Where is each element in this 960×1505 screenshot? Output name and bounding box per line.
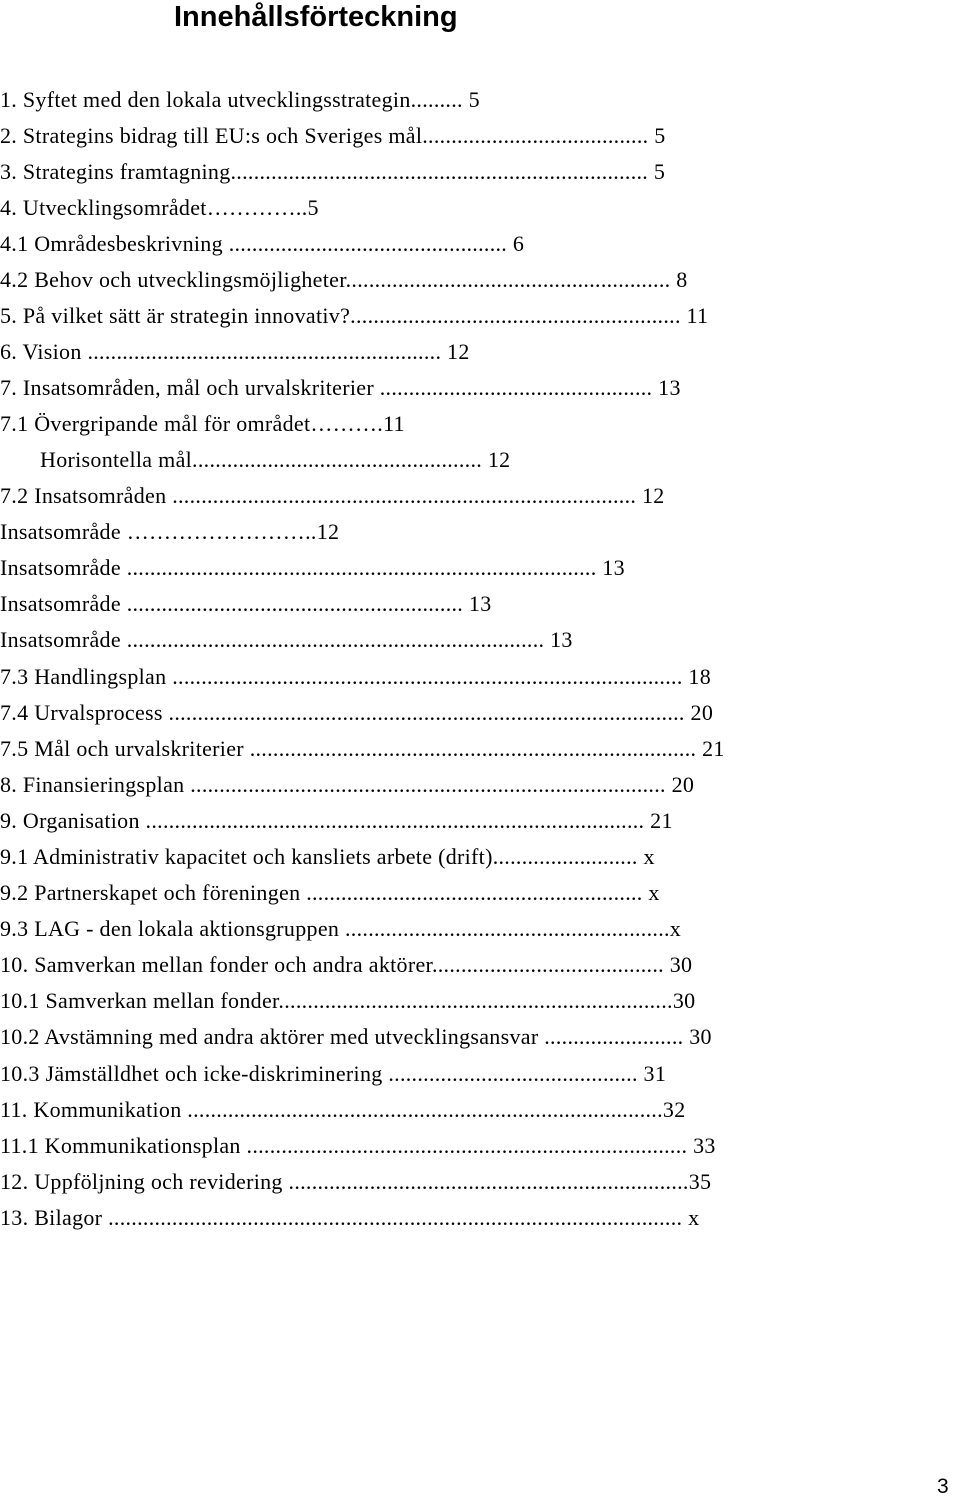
toc-entry[interactable]: 9.1 Administrativ kapacitet och kansliets arbete (drift)......................... x — [0, 844, 655, 869]
toc-entry[interactable]: Insatsområde ........................................................................ 13 — [0, 627, 573, 652]
toc-entry[interactable]: 1. Syftet med den lokala utvecklingsstrategin......... 5 — [0, 87, 480, 112]
toc-entry[interactable]: 13. Bilagor ................................................................................................... x — [0, 1205, 700, 1230]
toc-entry[interactable]: 4.2 Behov och utvecklingsmöjligheter........................................................ 8 — [0, 267, 688, 292]
toc-entry[interactable]: 7.3 Handlingsplan ........................................................................................ 18 — [0, 664, 712, 689]
toc-entry[interactable]: 7.1 Övergripande mål för området……….11 — [0, 411, 405, 436]
toc-entry[interactable]: 2. Strategins bidrag till EU:s och Sveriges mål....................................... 5 — [0, 123, 666, 148]
page-number: 3 — [937, 1475, 949, 1498]
toc-entry[interactable]: 4.1 Områdesbeskrivning ................................................ 6 — [0, 231, 525, 256]
toc-entry[interactable]: Insatsområde ……………………..12 — [0, 519, 340, 544]
toc-entry[interactable]: 7.2 Insatsområden ................................................................................ 12 — [0, 483, 665, 508]
toc-entry[interactable]: Insatsområde ................................................................................. 13 — [0, 555, 625, 580]
toc-entry[interactable]: 7.4 Urvalsprocess ......................................................................................... 20 — [0, 700, 714, 725]
toc-entry[interactable]: 6. Vision ............................................................. 12 — [0, 339, 470, 364]
toc-entry[interactable]: 9.3 LAG - den lokala aktionsgruppen ........................................................x — [0, 916, 682, 941]
toc-entry[interactable]: 7.5 Mål och urvalskriterier ............................................................................. 21 — [0, 736, 725, 761]
toc-entry[interactable]: 9.2 Partnerskapet och föreningen .......................................................... x — [0, 880, 660, 905]
toc-entry[interactable]: 10.3 Jämställdhet och icke-diskriminering ........................................... 31 — [0, 1061, 667, 1086]
toc-entry[interactable]: 12. Uppföljning och revidering .....................................................................35 — [0, 1169, 712, 1194]
toc-entry[interactable]: Horisontella mål.................................................. 12 — [40, 447, 511, 472]
toc-entry[interactable]: 10.1 Samverkan mellan fonder....................................................................30 — [0, 988, 696, 1013]
toc-entry[interactable]: 10. Samverkan mellan fonder och andra aktörer........................................ 30 — [0, 952, 693, 977]
toc-entry[interactable]: 5. På vilket sätt är strategin innovativ?......................................................... 11 — [0, 303, 709, 328]
toc-entry[interactable]: 4. Utvecklingsområdet…………..5 — [0, 195, 319, 220]
toc-entry[interactable]: Insatsområde .......................................................... 13 — [0, 591, 492, 616]
page-title: Innehållsförteckning — [174, 1, 458, 33]
toc-entry[interactable]: 11.1 Kommunikationsplan ............................................................................ 33 — [0, 1133, 716, 1158]
toc-entry[interactable]: 7. Insatsområden, mål och urvalskriterier ............................................... 13 — [0, 375, 681, 400]
toc-entry[interactable]: 11. Kommunikation ..................................................................................32 — [0, 1097, 686, 1122]
toc-entry[interactable]: 3. Strategins framtagning........................................................................ 5 — [0, 159, 666, 184]
toc-entry[interactable]: 10.2 Avstämning med andra aktörer med utvecklingsansvar ........................ 30 — [0, 1024, 712, 1049]
toc-entry[interactable]: 8. Finansieringsplan .................................................................................. 20 — [0, 772, 695, 797]
toc-entry[interactable]: 9. Organisation ...................................................................................... 21 — [0, 808, 673, 833]
